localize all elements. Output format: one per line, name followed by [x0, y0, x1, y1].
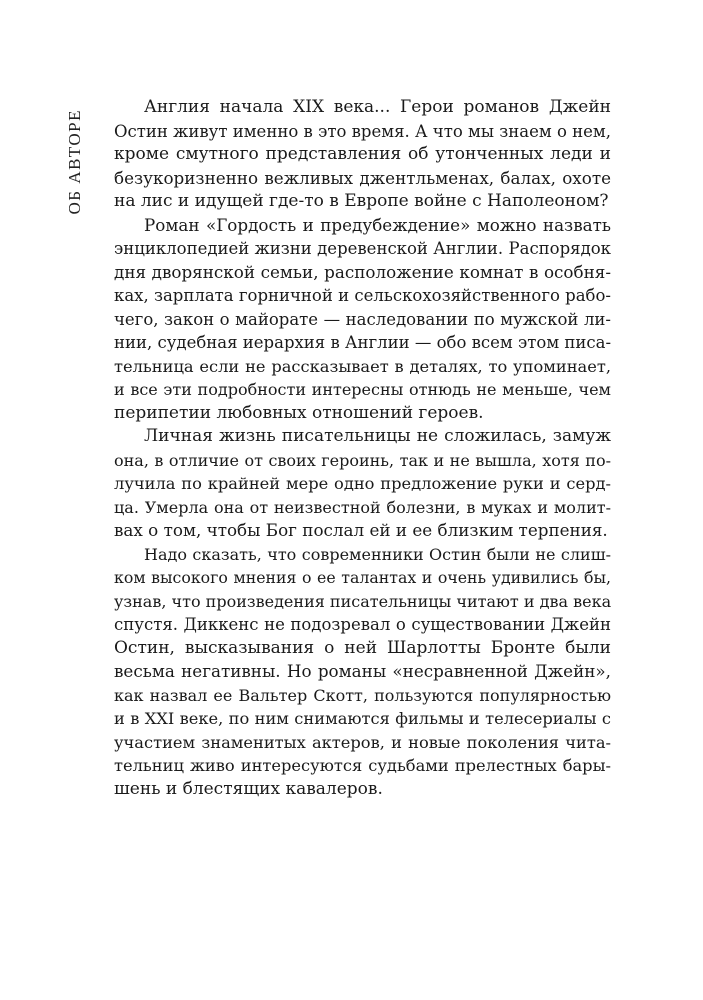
- text-line: Надо сказать, что современники Остин были не слиш-: [144, 544, 611, 564]
- text-line: Англия начала XIX века... Герои романов Джейн: [144, 97, 611, 117]
- text-line: тельница если не рассказывает в деталях, то упоминает,: [114, 356, 611, 376]
- text-line: спустя. Диккенс не подозревал о существовании Джейн: [114, 615, 611, 634]
- text-line: кроме смутного представления об утонченных леди и: [114, 144, 611, 164]
- text-line: участием знаменитых актеров, и новые поколения чита-: [114, 732, 611, 752]
- text-line: Остин живут именно в это время. А что мы знаем о нем,: [114, 121, 611, 141]
- section-label-text: ОБ АВТОРЕ: [65, 109, 84, 215]
- article-body: [114, 96, 611, 801]
- text-line: нии, судебная иерархия в Англии — обо всем этом писа-: [114, 333, 612, 352]
- text-line: ках, зарплата горничной и сельскохозяйственного рабо-: [114, 286, 611, 305]
- text-line: безукоризненно вежливых джентльменах, балах, охоте: [114, 167, 611, 188]
- paragraph: [114, 425, 611, 543]
- text-line: Остин, высказывания о ней Шарлотты Бронте были: [114, 637, 611, 658]
- text-line: шень и блестящих кавалеров.: [114, 778, 383, 799]
- text-line: вах о том, чтобы Бог послал ей и ее близким терпения.: [114, 520, 608, 540]
- paragraph: [114, 96, 611, 214]
- text-line: как назвал ее Вальтер Скотт, пользуются популярностью: [114, 685, 611, 705]
- text-line: лучила по крайней мере одно предложение руки и серд-: [114, 474, 611, 493]
- text-line: она, в отличие от своих героинь, так и не вышла, хотя по-: [114, 450, 611, 470]
- text-line: и в XXI веке, по ним снимаются фильмы и телесериалы с: [114, 709, 611, 728]
- text-line: тельниц живо интересуются судьбами прелестных бары-: [114, 756, 611, 775]
- text-line: чего, закон о майорате — наследовании по мужской ли-: [114, 309, 611, 329]
- text-line: дня дворянской семьи, расположение комнат в особня-: [114, 261, 611, 282]
- paragraph: [114, 214, 611, 426]
- section-label: [62, 97, 88, 227]
- text-line: Личная жизнь писательницы не сложилась, замуж: [144, 426, 611, 446]
- text-line: узнав, что произведения писательницы читают и два века: [114, 591, 612, 611]
- text-line: перипетии любовных отношений героев.: [114, 402, 484, 423]
- text-line: и все эти подробности интересны отнюдь не меньше, чем: [114, 380, 611, 399]
- text-line: ца. Умерла она от неизвестной болезни, в муках и молит-: [114, 497, 611, 517]
- text-line: весьма негативны. Но романы «несравненной Джейн»,: [114, 661, 611, 681]
- text-line: энциклопедией жизни деревенской Англии. Распорядок: [114, 239, 611, 258]
- paragraph: [114, 543, 611, 802]
- text-line: Роман «Гордость и предубеждение» можно назвать: [144, 214, 611, 235]
- text-line: на лис и идущей где-то в Европе войне с Наполеоном?: [114, 191, 609, 211]
- text-line: ком высокого мнения о ее талантах и очень удивились бы,: [114, 568, 611, 587]
